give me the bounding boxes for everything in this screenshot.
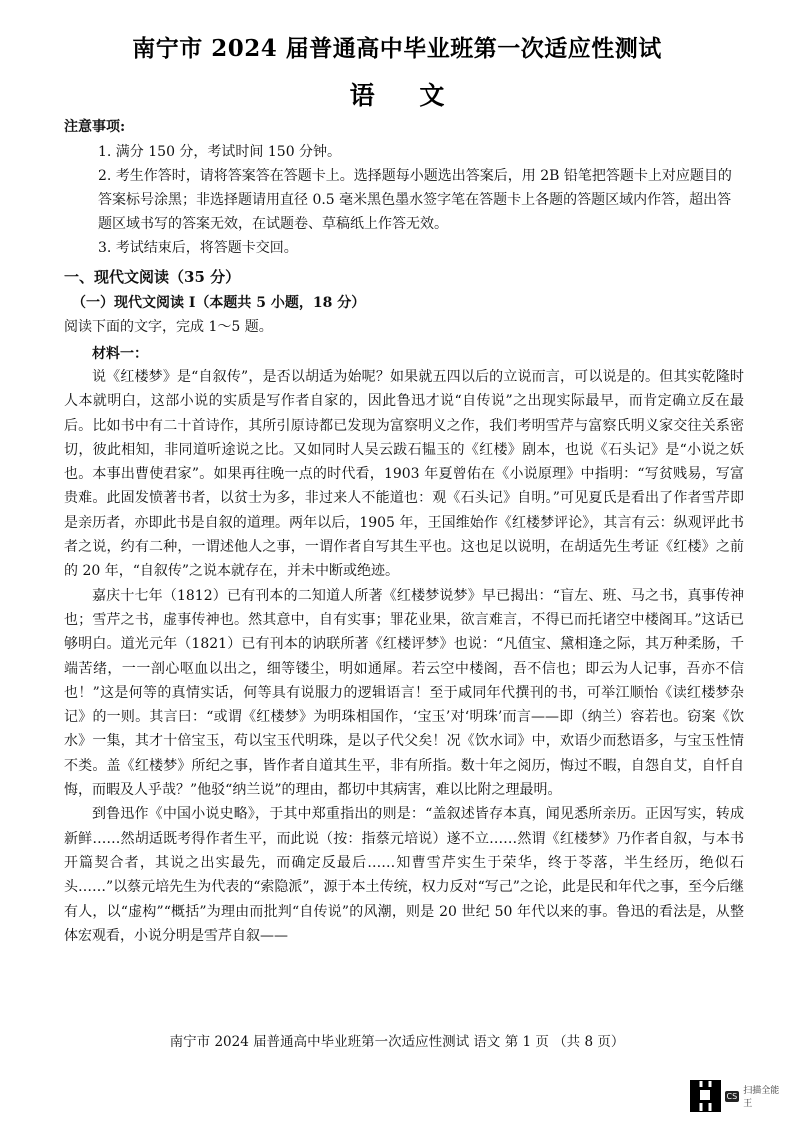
- notice-item: 3. 考试结束后，将答题卡交回。: [98, 240, 298, 256]
- qr-code-icon: [690, 1080, 721, 1112]
- subject-title: 语 文: [349, 81, 463, 110]
- passage-paragraph: 到鲁迅作《中国小说史略》，于其中郑重指出的则是：“盖叙述皆存本真，闻见悉所亲历。正因写实，转成新鲜……然胡适既考得作者生平，而此说（按：指蔡元培说）遂不立……然谓《红楼梦》乃作者自叙，与本书开篇契合者，其说之出实最先，而确定反最后……知曹雪芹实生于荣华，终于苓落，半生经历，绝似石头……”以蔡元培先生为代表的“索隐派”，源于本土传统，权力反对“写己”之论，此是民和年代之事，至今后继有人，以“虚构”“概括”为理由而批判“自传说”的风潮，则是 20 世纪 50 年代以来的事。鲁迅的看法是，从整体宏观看，小说分明是雪芹自叙——: [64, 806, 744, 944]
- reading-instruction: 阅读下面的文字，完成 1～5 题。: [64, 319, 273, 335]
- notice-item: 2. 考生作答时，请将答案答在答题卡上。选择题每小题选出答案后，用 2B 铅笔把答题卡上对应题目的答案标号涂黑；非选择题请用直径 0.5 毫米黑色墨水签字笔在答题卡上各题的答题区域内作答，超出答题区域书写的答案无效，在试题卷、草稿纸上作答无效。: [98, 168, 732, 232]
- reading-passage: [64, 365, 744, 948]
- material-label: 材料一：: [92, 346, 148, 362]
- subsection-heading: （一）现代文阅读 I（本题共 5 小题，18 分）: [72, 295, 366, 311]
- scanner-label: 扫描全能王: [743, 1086, 780, 1109]
- page-footer: 南宁市 2024 届普通高中毕业班第一次适应性测试 语文 第 1 页 （共 8 页）: [169, 1034, 625, 1050]
- passage-paragraph: 嘉庆十七年（1812）已有刊本的二知道人所著《红楼梦说梦》早已揭出：“盲左、班、马之书，真事传神也；雪芹之书，虚事传神也。然其意中，自有实事；罪花业果，欲言难言，不得已而托诸空中楼阁耳。”这话已够明白。道光元年（1821）已有刊本的讷联所著《红楼评梦》也说：“凡值宝、黛相逢之际，其万种柔肠，千端苦绪，一一剖心呕血以出之，细等镂尘，明如通犀。若云空中楼阁，吾不信也；即云为人记事，吾亦不信也！”这是何等的真情实话，何等具有说服力的逻辑语言！至于咸同年代撰刊的书，可举江顺怡《读红楼梦杂记》的一则。其言曰：“或谓《红楼梦》为明珠相国作，‘宝玉’对‘明珠’而言——即（纳兰）容若也。窃案《饮水》一集，其才十倍宝玉，苟以宝玉代明珠，是以子代父矣！况《饮水词》中，欢语少而愁语多，与宝玉性情不类。盖《红楼梦》所纪之事，皆作者自道其生平，非有所指。数十年之阅历，悔过不暇，自怨自艾，自忏自悔，而暇及人乎哉？”他驳“纳兰说”的理由，都切中其病害，难以比附之理最明。: [64, 587, 744, 799]
- scanner-logo: CS: [726, 1091, 738, 1101]
- notice-list: [98, 140, 744, 260]
- scanner-watermark: [690, 1076, 786, 1116]
- notice-item: 1. 满分 150 分，考试时间 150 分钟。: [98, 144, 342, 160]
- passage-paragraph: 说《红楼梦》是“自叙传”，是否以胡适为始呢？如果就五四以后的立说而言，可以说是的。但其实乾隆时人本就明白，这部小说的实质是写作者自家的，因此鲁迅才说“自传说”之出现实际最早，而肯定确立反在最后。比如书中有二十首诗作，其所引原诗都已发现为富察明义之作，我们考明雪芹与富察氏明义家交往关系密切，彼此相知，非同道听途说之比。又如同时人吴云跋石韫玉的《红楼》剧本，也说《石头记》是“小说之妖也。本事出曹使君家”。如果再往晚一点的时代看，1903 年夏曾佑在《小说原理》中指明：“写贫贱易，写富贵难。此固发愤著书者，以贫士为多，非过来人不能道也：观《石头记》自明。”可见夏氏是看出了作者雪芹即是亲历者，亦即此书是自叙的道理。两年以后，1905 年，王国维始作《红楼梦评论》，其言有云：纵观评此书者之说，约有二种，一谓述他人之事，一谓作者自写其生平也。这也足以说明，在胡适先生考证《红楼》之前的 20 年，“自叙传”之说本就存在，并未中断或绝迹。: [64, 369, 744, 580]
- section-heading: 一、现代文阅读（35 分）: [64, 268, 241, 286]
- exam-title: 南宁市 2024 届普通高中毕业班第一次适应性测试: [132, 35, 662, 62]
- notice-heading: 注意事项:: [64, 119, 126, 135]
